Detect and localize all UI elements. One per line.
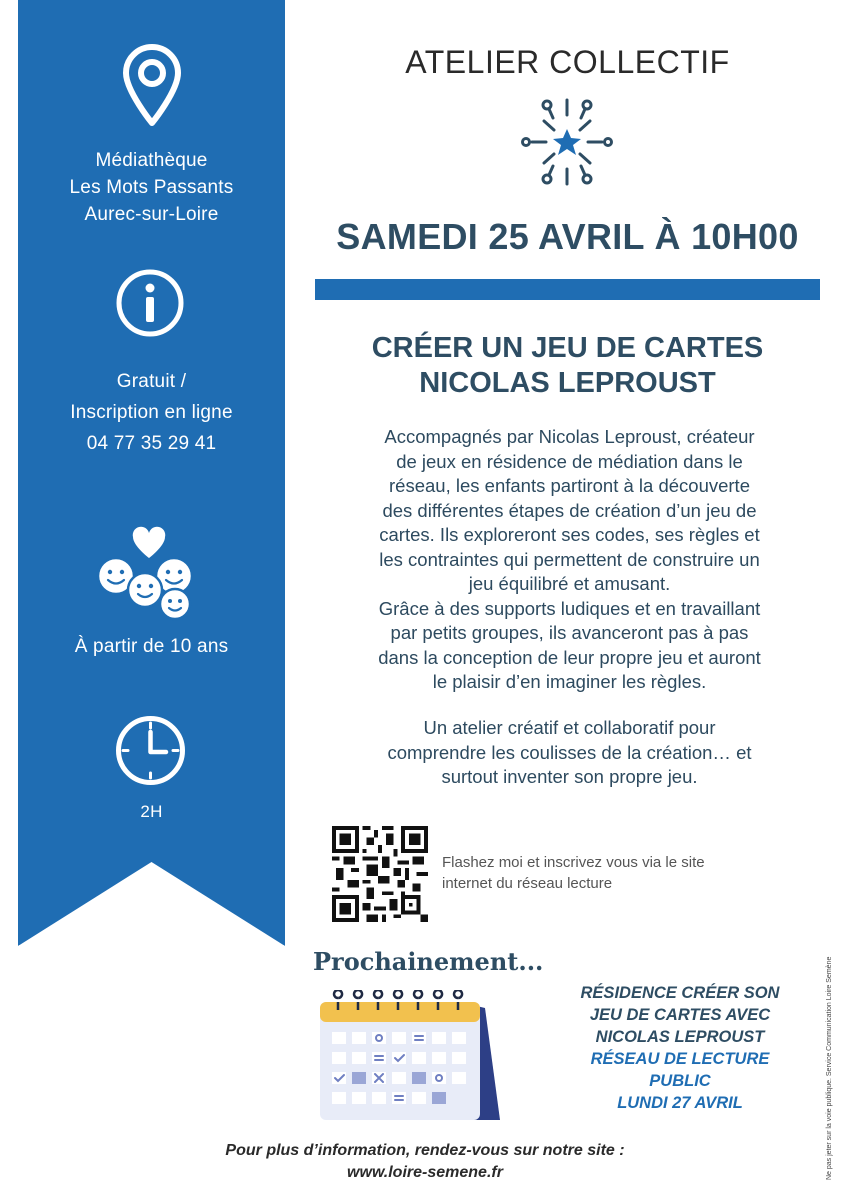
conclusion-line: Un atelier créatif et collaboratif pour [423, 717, 716, 738]
description-line: par petits groupes, ils avanceront pas à pas [390, 622, 749, 643]
star-spark-icon [520, 97, 614, 187]
location-line: Aurec-sur-Loire [84, 204, 219, 225]
upcoming-line: NICOLAS LEPROUST [595, 1028, 765, 1046]
children-heart-icon [95, 518, 203, 623]
legal-notice: Ne pas jeter sur la voie publique. Service Communication Loire Semène [826, 956, 833, 1180]
info-icon [115, 268, 185, 338]
qr-caption-line: Flashez moi et inscrivez vous via le site [442, 854, 705, 871]
workshop-description [322, 425, 817, 695]
workshop-title [315, 331, 820, 401]
description-line: des différentes étapes de création d’un jeu de [382, 499, 757, 521]
calendar-icon [310, 990, 510, 1125]
description-line: dans la conception de leur propre jeu et auront [378, 646, 761, 668]
location-line: Les Mots Passants [69, 177, 234, 198]
workshop-conclusion [322, 716, 817, 790]
description-line: Accompagnés par Nicolas Leproust, créateur [384, 426, 755, 447]
description-line: cartes. Ils exploreront ses codes, ses règles et [379, 524, 760, 545]
upcoming-event [560, 982, 800, 1114]
event-kicker: ATELIER COLLECTIF [405, 44, 730, 80]
workshop-title-line: CRÉER UN JEU DE CARTES [371, 332, 764, 364]
location-line: Médiathèque [95, 150, 208, 171]
description-line: de jeux en résidence de médiation dans le [396, 450, 743, 472]
footer [150, 1140, 700, 1184]
age-block [18, 633, 285, 660]
website-link[interactable]: www.loire-semene.fr [347, 1164, 503, 1181]
registration-line: Inscription en ligne [70, 402, 233, 423]
map-pin-icon [121, 43, 183, 127]
age-text: À partir de 10 ans [74, 636, 229, 657]
phone-number: 04 77 35 29 41 [86, 433, 217, 454]
description-line: réseau, les enfants partiront à la découverte [389, 475, 750, 496]
event-date: SAMEDI 25 AVRIL À 10H00 [336, 216, 799, 257]
upcoming-heading: Prochainement... [313, 947, 544, 976]
conclusion-line: surtout inventer son propre jeu. [441, 766, 698, 787]
description-line: jeu équilibré et amusant. [468, 573, 671, 594]
ribbon-notch [18, 862, 285, 946]
upcoming-line: RÉSIDENCE CRÉER SON [580, 984, 780, 1002]
description-line: les contraintes qui permettent de construire un [379, 548, 760, 570]
price-line: Gratuit / [116, 371, 187, 392]
workshop-title-line: NICOLAS LEPROUST [419, 367, 716, 399]
upcoming-line: JEU DE CARTES AVEC [589, 1006, 771, 1024]
description-line: Grâce à des supports ludiques et en travaillant [378, 597, 761, 619]
qr-code[interactable] [330, 826, 430, 922]
location-block [18, 147, 285, 228]
upcoming-line: RÉSEAU DE LECTURE [590, 1050, 770, 1068]
upcoming-line: PUBLIC [649, 1072, 711, 1090]
qr-caption [442, 852, 802, 894]
conclusion-line: comprendre les coulisses de la création… et [387, 741, 752, 763]
divider-bar [315, 279, 820, 300]
description-line: le plaisir d’en imaginer les règles. [432, 671, 707, 692]
duration-block [18, 798, 285, 825]
footer-text: Pour plus d’information, rendez-vous sur notre site : [225, 1142, 625, 1159]
upcoming-date: LUNDI 27 AVRIL [617, 1094, 743, 1112]
qr-caption-line: internet du réseau lecture [442, 875, 613, 892]
clock-icon [114, 714, 187, 787]
info-block [18, 366, 285, 459]
duration-text: 2H [140, 802, 163, 821]
